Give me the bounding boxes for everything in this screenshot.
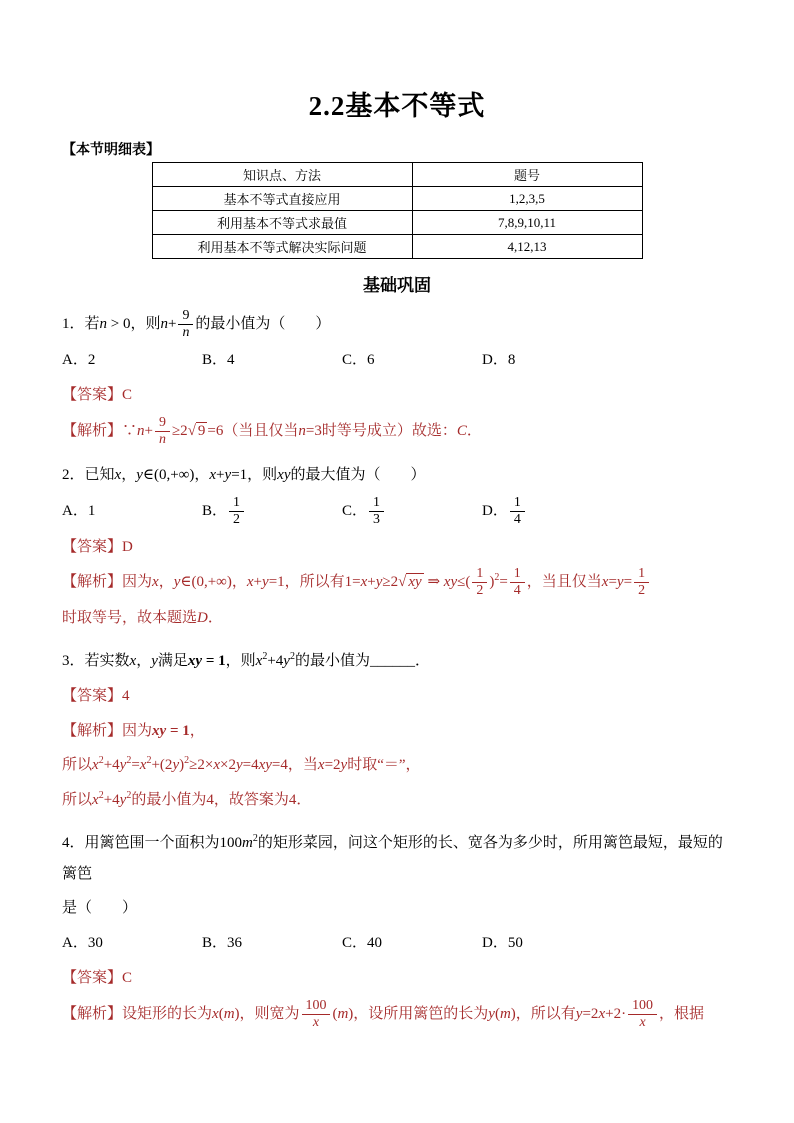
question-4-stem-continued: 是（ ） bbox=[62, 900, 138, 917]
question-1 bbox=[62, 308, 732, 448]
question-2-option-a: A．1 bbox=[62, 502, 96, 519]
question-4-options bbox=[62, 928, 732, 959]
table-header-method: 知识点、方法 bbox=[152, 163, 412, 187]
table-row bbox=[152, 235, 642, 259]
question-4-option-a: A．30 bbox=[62, 935, 103, 952]
table-row bbox=[152, 211, 642, 235]
question-2 bbox=[62, 460, 732, 634]
section-label: 【本节明细表】 bbox=[62, 143, 160, 158]
question-2-options bbox=[62, 495, 732, 528]
question-3-answer: 【答案】4 bbox=[62, 687, 130, 704]
question-3-analysis: 【解析】因为xy = 1， bbox=[62, 722, 205, 739]
question-1-option-b: B．4 bbox=[202, 352, 235, 369]
question-1-option-a: A．2 bbox=[62, 352, 96, 369]
table-cell-method: 基本不等式直接应用 bbox=[152, 187, 412, 211]
question-2-option-c: C． $\frac{1}{3}$ bbox=[342, 495, 482, 528]
question-2-option-d: D． $\frac{1}{4}$ bbox=[482, 495, 622, 528]
question-4-analysis: 【解析】设矩形的长为x(m)，则宽为 $\frac{100}{x}$ (m)，设所用篱笆的长为y(m)，所以有y=2x+2· $\frac{100}{x}$ ，根据 bbox=[62, 997, 704, 1030]
question-2-answer: 【答案】D bbox=[62, 538, 133, 555]
question-1-answer: 【答案】C bbox=[62, 387, 133, 403]
table-cell-numbers: 7,8,9,10,11 bbox=[412, 211, 642, 235]
question-1-stem: 1．若n > 0，则n+ $\frac{9}{n}$ 的最小值为（ ） bbox=[62, 308, 331, 341]
question-1-option-d: D．8 bbox=[482, 352, 516, 369]
section-subtitle: 基础巩固 bbox=[363, 276, 431, 295]
table-cell-method: 利用基本不等式解决实际问题 bbox=[152, 235, 412, 259]
question-3 bbox=[62, 646, 732, 816]
question-1-options bbox=[62, 345, 732, 376]
question-4 bbox=[62, 828, 732, 1031]
question-3-analysis-conclusion: 所以$x^2+4y^2$的最小值为4，故答案为4． bbox=[62, 790, 312, 809]
question-4-stem: 4．用篱笆围一个面积为$100m^2$的矩形菜园，问这个矩形的长、宽各为多少时，所用篱笆最短，最短的篱笆 bbox=[62, 832, 723, 882]
question-2-option-b: B． $\frac{1}{2}$ bbox=[202, 495, 342, 528]
table-cell-numbers: 1,2,3,5 bbox=[412, 187, 642, 211]
question-4-option-c: C．40 bbox=[342, 935, 383, 952]
question-4-option-d: D．50 bbox=[482, 935, 523, 952]
question-1-analysis: 【解析】∵n+ $\frac{9}{n}$ ≥2√ 9 =6（当且仅当n=3时等号成立）故选：C． bbox=[62, 414, 482, 447]
topic-table bbox=[152, 162, 643, 259]
table-cell-numbers: 4,12,13 bbox=[412, 235, 642, 259]
question-4-option-b: B．36 bbox=[202, 935, 243, 952]
table-cell-method: 利用基本不等式求最值 bbox=[152, 211, 412, 235]
table-header-numbers: 题号 bbox=[412, 163, 642, 187]
question-4-answer: 【答案】C bbox=[62, 970, 133, 987]
page-title: 2.2基本不等式 bbox=[308, 91, 486, 121]
question-2-stem: 2．已知x，y∈(0,+∞)，x+y=1，则xy的最大值为（ ） bbox=[62, 466, 426, 483]
question-1-option-c: C．6 bbox=[342, 352, 375, 369]
question-2-analysis-continued: 时取等号，故本题选D． bbox=[62, 610, 223, 627]
question-2-analysis: 【解析】因为x，y∈(0,+∞)，x+y=1，所以有1=x+y≥2√ xy ⇒ xy≤( $\frac{1}{2}$ )$^2$= $\frac{1}{4}$ ，当且仅当x=y= $\frac{1}{2}$ bbox=[62, 566, 732, 599]
question-3-stem: 3．若实数x，y满足xy = 1，则$x^2+4y^2$的最小值为______． bbox=[62, 651, 430, 670]
table-header-row bbox=[152, 163, 642, 187]
question-3-analysis-step: 所以$x^2+4y^2=x^2+(2y)^2\ge 2\times x\times 2y=4xy=4$，当x=2y时取“＝”， bbox=[62, 755, 421, 774]
table-row bbox=[152, 187, 642, 211]
